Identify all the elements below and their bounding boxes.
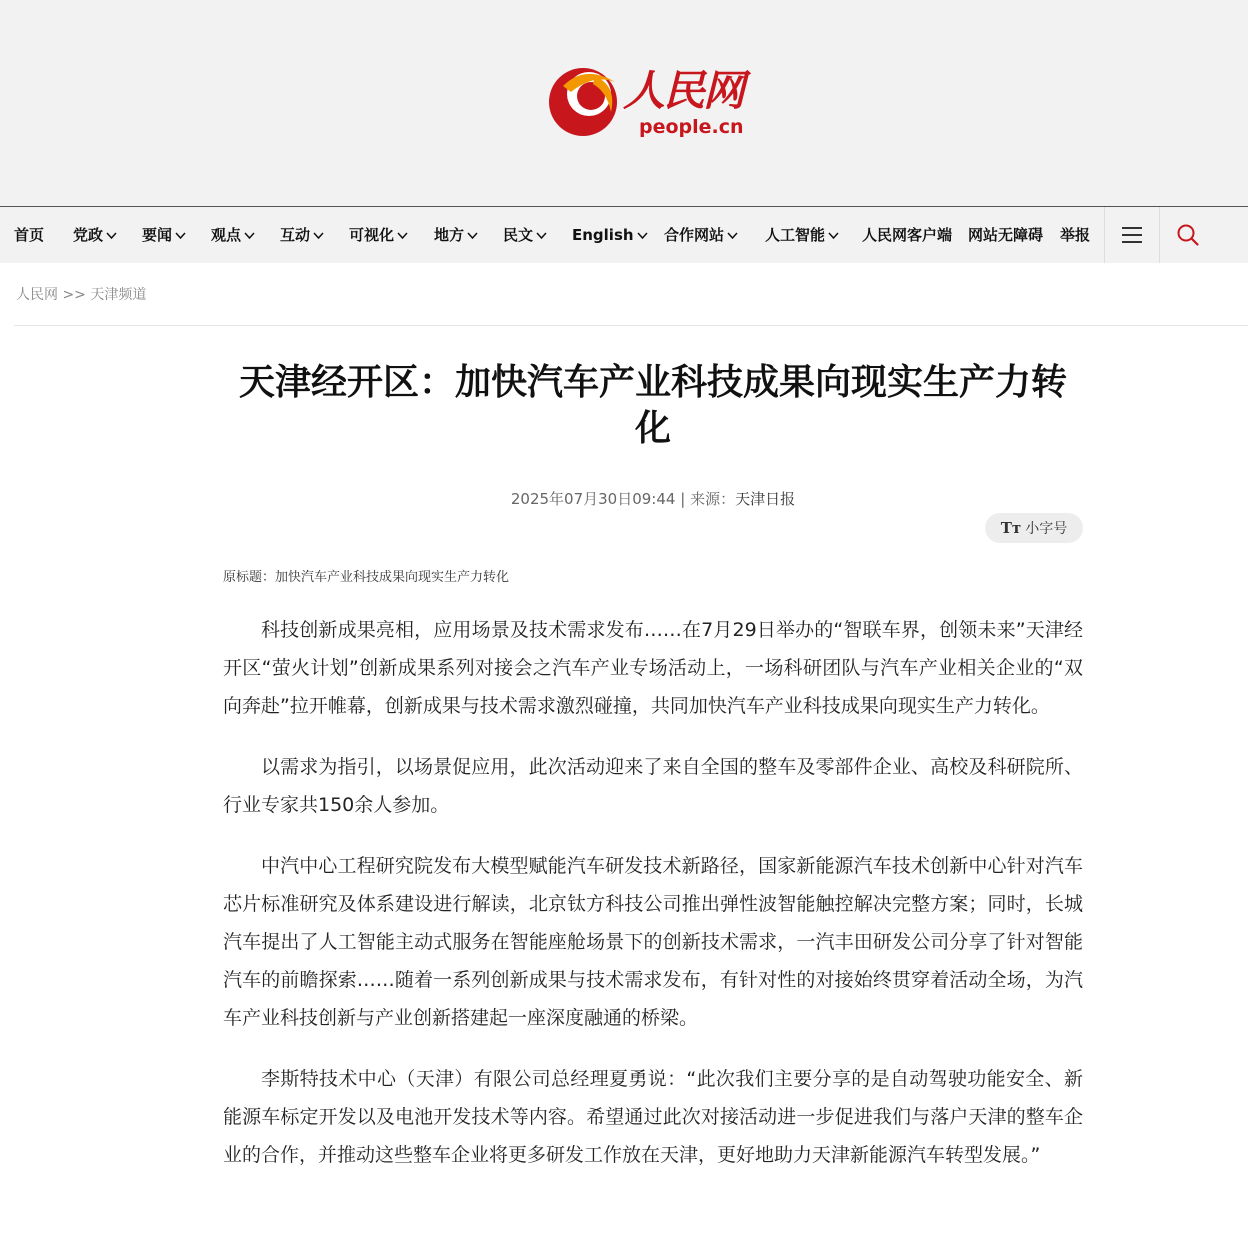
breadcrumb-separator: >> (62, 287, 86, 303)
original-title: 原标题：加快汽车产业科技成果向现实生产力转化 (223, 570, 510, 585)
nav-item-visual[interactable]: 可视化 (349, 207, 408, 263)
font-size-toggle-button[interactable] (985, 513, 1083, 543)
chevron-down-icon (313, 230, 324, 241)
main-nav (0, 206, 1248, 263)
article-paragraph: 以需求为指引，以场景促应用，此次活动迎来了来自全国的整车及零部件企业、高校及科研院所、行业专家共150余人参加。 (223, 756, 1083, 816)
nav-item-report[interactable]: 举报 (1060, 226, 1091, 244)
search-icon (1176, 223, 1200, 247)
breadcrumb-divider (14, 325, 1248, 326)
search-button[interactable] (1160, 207, 1216, 263)
article-title: 天津经开区：加快汽车产业科技成果向现实生产力转化 (238, 362, 1067, 449)
breadcrumb-channel-link[interactable]: 天津频道 (90, 287, 147, 303)
meta-separator: | (680, 490, 686, 508)
nav-item-home[interactable]: 首页 (14, 226, 45, 244)
chevron-down-icon (637, 230, 648, 241)
text-size-icon: Tт (1000, 519, 1022, 537)
people-cn-logo[interactable] (545, 56, 765, 148)
logo-text-cn: 人民网 (623, 66, 744, 115)
menu-button[interactable] (1104, 207, 1160, 263)
chevron-down-icon (106, 230, 117, 241)
chevron-down-icon (244, 230, 255, 241)
article-body (223, 611, 1083, 1197)
chevron-down-icon (727, 230, 738, 241)
nav-item-headlines[interactable]: 要闻 (142, 207, 186, 263)
chevron-down-icon (828, 230, 839, 241)
chevron-down-icon (536, 230, 547, 241)
nav-item-party-gov[interactable]: 党政 (73, 207, 117, 263)
nav-item-english[interactable]: English (572, 207, 648, 263)
article-source: 天津日报 (735, 490, 796, 508)
chevron-down-icon (467, 230, 478, 241)
article-meta (223, 488, 1083, 509)
nav-item-interaction[interactable]: 互动 (280, 207, 324, 263)
article-paragraph: 李斯特技术中心（天津）有限公司总经理夏勇说：“此次我们主要分享的是自动驾驶功能安全、新能源车标定开发以及电池开发技术等内容。希望通过此次对接活动进一步促进我们与落户天津的整车企业的合作，并推动这些整车企业将更多研发工作放在天津，更好地助力天津新能源汽车转型发展。” (223, 1068, 1083, 1166)
nav-item-ai[interactable]: 人工智能 (765, 207, 839, 263)
chevron-down-icon (397, 230, 408, 241)
nav-item-app[interactable]: 人民网客户端 (862, 226, 953, 244)
nav-item-opinion[interactable]: 观点 (211, 207, 255, 263)
font-size-toggle-label: 小字号 (1025, 521, 1068, 537)
chevron-down-icon (175, 230, 186, 241)
nav-item-accessibility[interactable]: 网站无障碍 (968, 226, 1044, 244)
nav-item-partner-sites[interactable]: 合作网站 (664, 207, 738, 263)
breadcrumb (16, 284, 146, 304)
hamburger-menu-icon (1121, 226, 1143, 244)
logo-text-en: people.cn (639, 116, 744, 138)
article-datetime: 2025年07月30日09:44 (510, 490, 676, 508)
article-paragraph: 科技创新成果亮相，应用场景及技术需求发布……在7月29日举办的“智联车界，创领未来”天津经开区“萤火计划”创新成果系列对接会之汽车产业专场活动上，一场科研团队与汽车产业相关企业的“双向奔赴”拉开帷幕，创新成果与技术需求激烈碰撞，共同加快汽车产业科技成果向现实生产力转化。 (223, 619, 1083, 717)
breadcrumb-home-link[interactable]: 人民网 (16, 287, 58, 303)
nav-item-local[interactable]: 地方 (434, 207, 478, 263)
logo-swirl-icon (545, 56, 625, 148)
nav-item-minority-lang[interactable]: 民文 (503, 207, 547, 263)
article-paragraph: 中汽中心工程研究院发布大模型赋能汽车研发技术新路径，国家新能源汽车技术创新中心针对汽车芯片标准研究及体系建设进行解读，北京钛方科技公司推出弹性波智能触控解决完整方案；同时，长城汽车提出了人工智能主动式服务在智能座舱场景下的创新技术需求，一汽丰田研发公司分享了针对智能汽车的前瞻探索……随着一系列创新成果与技术需求发布，有针对性的对接始终贯穿着活动全场，为汽车产业科技创新与产业创新搭建起一座深度融通的桥梁。 (223, 855, 1083, 1029)
source-label: 来源： (690, 490, 736, 508)
header-band (0, 0, 1248, 206)
